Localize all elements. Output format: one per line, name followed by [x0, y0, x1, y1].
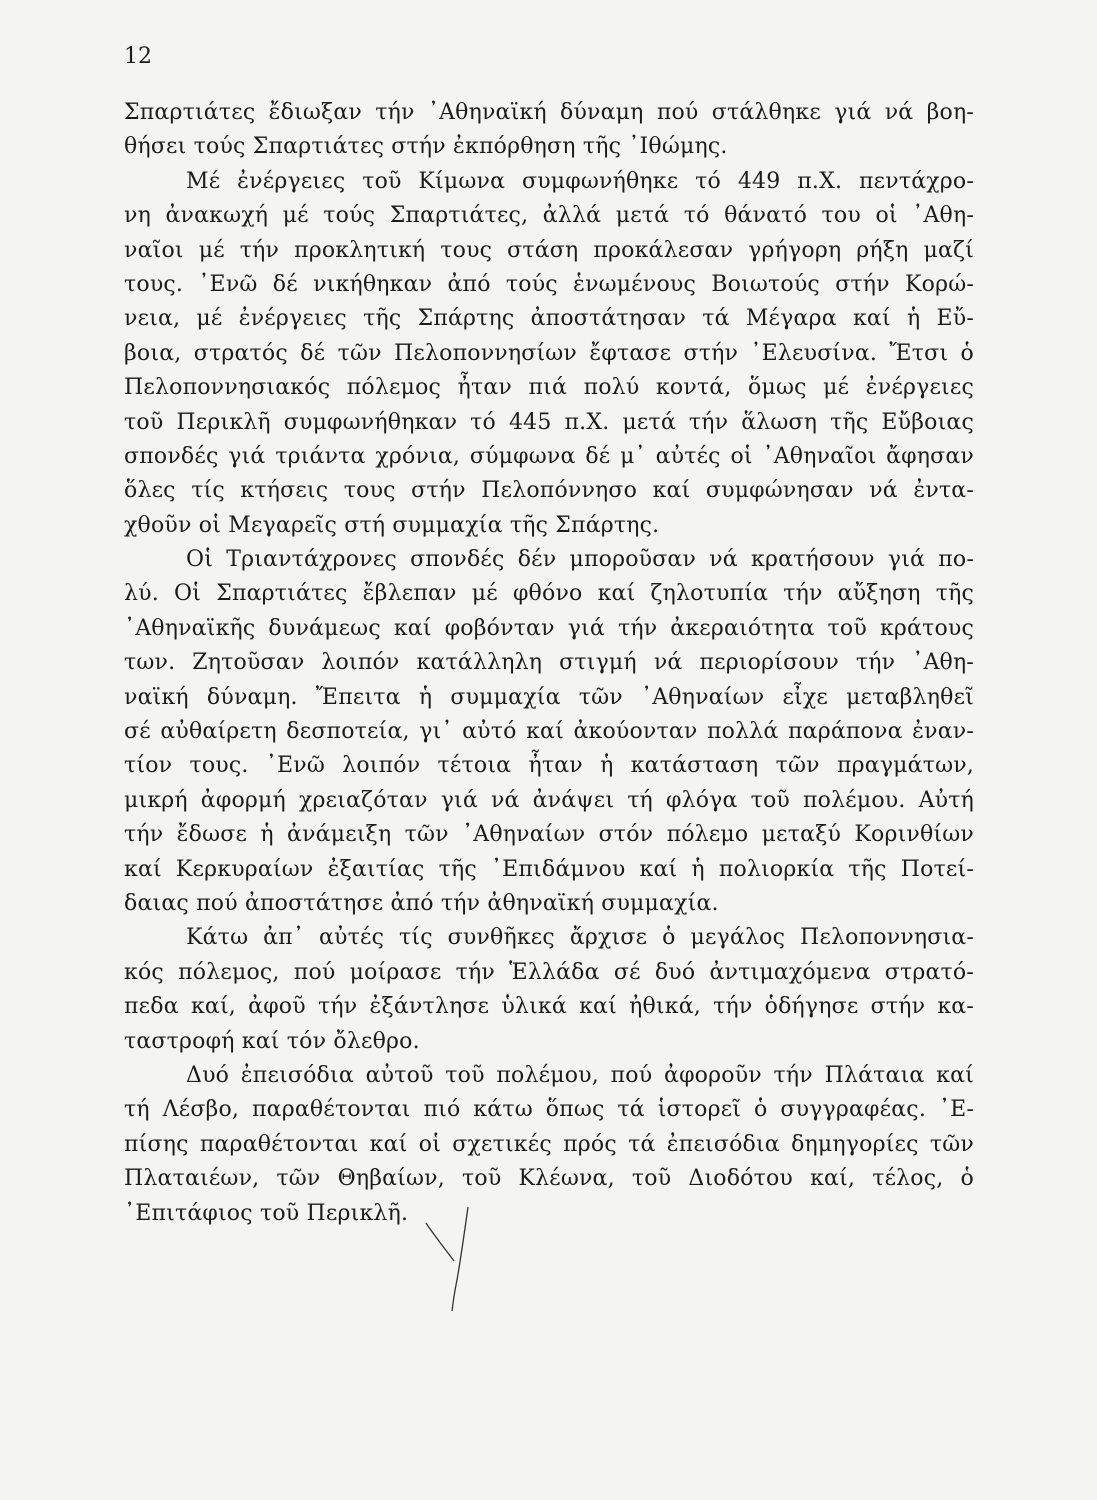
text-line: πεδα καί, ἀφοῦ τήν ἐξάντλησε ὑλικά καί ἠθικά, τήν ὁδήγησε στήν κα-	[124, 994, 974, 1020]
text-line: Δυό ἐπεισόδια αὐτοῦ τοῦ πολέμου, πού ἀφοροῦν τήν Πλάταια καί	[186, 1062, 974, 1088]
body-text	[124, 96, 974, 1231]
text-line: τους. ᾿Ενῶ δέ νικήθηκαν ἀπό τούς ἑνωμένους Βοιωτούς στήν Κορώ-	[124, 271, 974, 297]
text-line: θήσει τούς Σπαρτιάτες στήν ἐκπόρθηση τῆς ᾿Ιθώμης.	[124, 134, 728, 160]
text-line: κός πόλεμος, πού μοίρασε τήν Ἑλλάδα σέ δυό ἀντιμαχόμενα στρατό-	[124, 959, 974, 985]
text-line: μικρή ἀφορμή χρειαζόταν γιά νά ἀνάψει τή φλόγα τοῦ πολέμου. Αὐτή	[124, 787, 974, 813]
text-line: τοῦ Περικλῆ συμφωνήθηκαν τό 445 π.Χ. μετά τήν ἅλωση τῆς Εὔβοιας	[124, 409, 974, 435]
text-line: των. Ζητοῦσαν λοιπόν κατάλληλη στιγμή νά περιορίσουν τήν ᾿Αθη-	[124, 650, 974, 676]
text-line: καί Κερκυραίων ἐξαιτίας τῆς ᾿Επιδάμνου καί ἡ πολιορκία τῆς Ποτεί-	[124, 856, 974, 882]
text-line: ᾿Επιτάφιος τοῦ Περικλῆ.	[124, 1200, 409, 1226]
text-line: σέ αὐθαίρετη δεσποτεία, γι᾿ αὐτό καί ἀκούονταν πολλά παράπονα ἐναν-	[124, 719, 974, 745]
text-line: ναῖοι μέ τήν προκλητική τους στάση προκάλεσαν γρήγορη ρήξη μαζί	[124, 237, 974, 263]
text-line: ναϊκή δύναμη. Ἔπειτα ἡ συμμαχία τῶν ᾿Αθηναίων εἶχε μεταβληθεῖ	[124, 684, 974, 710]
text-line: Πελοποννησιακός πόλεμος ἦταν πιά πολύ κοντά, ὅμως μέ ἐνέργειες	[124, 375, 974, 401]
text-line: Οἱ Τριαντάχρονες σπονδές δέν μποροῦσαν νά κρατήσουν γιά πο-	[186, 547, 974, 573]
text-line: τήν ἔδωσε ἡ ἀνάμειξη τῶν ᾿Αθηναίων στόν πόλεμο μεταξύ Κορινθίων	[124, 822, 974, 848]
text-line: Πλαταιέων, τῶν Θηβαίων, τοῦ Κλέωνα, τοῦ Διοδότου καί, τέλος, ὁ	[124, 1166, 974, 1192]
text-line: χθοῦν οἱ Μεγαρεῖς στή συμμαχία τῆς Σπάρτης.	[124, 512, 660, 538]
text-line: τή Λέσβο, παραθέτονται πιό κάτω ὅπως τά ἱστορεῖ ὁ συγγραφέας. ᾿Ε-	[124, 1097, 974, 1123]
text-line: Μέ ἐνέργειες τοῦ Κίμωνα συμφωνήθηκε τό 449 π.Χ. πεντάχρο-	[186, 168, 974, 194]
text-line: δαιας πού ἀποστάτησε ἀπό τήν ἀθηναϊκή συμμαχία.	[124, 890, 719, 916]
text-line: νεια, μέ ἐνέργειες τῆς Σπάρτης ἀποστάτησαν τά Μέγαρα καί ἡ Εὔ-	[124, 306, 974, 332]
text-line: σπονδές γιά τριάντα χρόνια, σύμφωνα δέ μ᾿ αὐτές οἱ ᾿Αθηναῖοι ἄφησαν	[124, 443, 974, 469]
text-line: λύ. Οἱ Σπαρτιάτες ἔβλεπαν μέ φθόνο καί ζηλοτυπία τήν αὔξηση τῆς	[124, 581, 974, 607]
page-number: 12	[124, 44, 152, 69]
text-line: πίσης παραθέτονται καί οἱ σχετικές πρός τά ἐπεισόδια δημηγορίες τῶν	[124, 1131, 974, 1157]
text-line: ταστροφή καί τόν ὄλεθρο.	[124, 1028, 420, 1054]
text-line: νη ἀνακωχή μέ τούς Σπαρτιάτες, ἀλλά μετά τό θάνατό του οἱ ᾿Αθη-	[124, 203, 974, 229]
text-line: βοια, στρατός δέ τῶν Πελοποννησίων ἔφτασε στήν ᾿Ελευσίνα. Ἔτσι ὁ	[124, 340, 974, 366]
text-line: τίον τους. ᾿Ενῶ λοιπόν τέτοια ἦταν ἡ κατάσταση τῶν πραγμάτων,	[124, 753, 974, 779]
text-line: ὅλες τίς κτήσεις τους στήν Πελοπόννησο καί συμφώνησαν νά ἐντα-	[124, 478, 974, 504]
text-line: ᾿Αθηναϊκῆς δυνάμεως καί φοβόνταν γιά τήν ἀκεραιότητα τοῦ κράτους	[124, 615, 974, 641]
text-line: Κάτω ἀπ᾿ αὐτές τίς συνθῆκες ἄρχισε ὁ μεγάλος Πελοποννησια-	[186, 925, 974, 951]
handwritten-pen-mark	[420, 1205, 490, 1315]
text-line: Σπαρτιάτες ἔδιωξαν τήν ᾿Αθηναϊκή δύναμη πού στάλθηκε γιά νά βοη-	[124, 100, 974, 125]
